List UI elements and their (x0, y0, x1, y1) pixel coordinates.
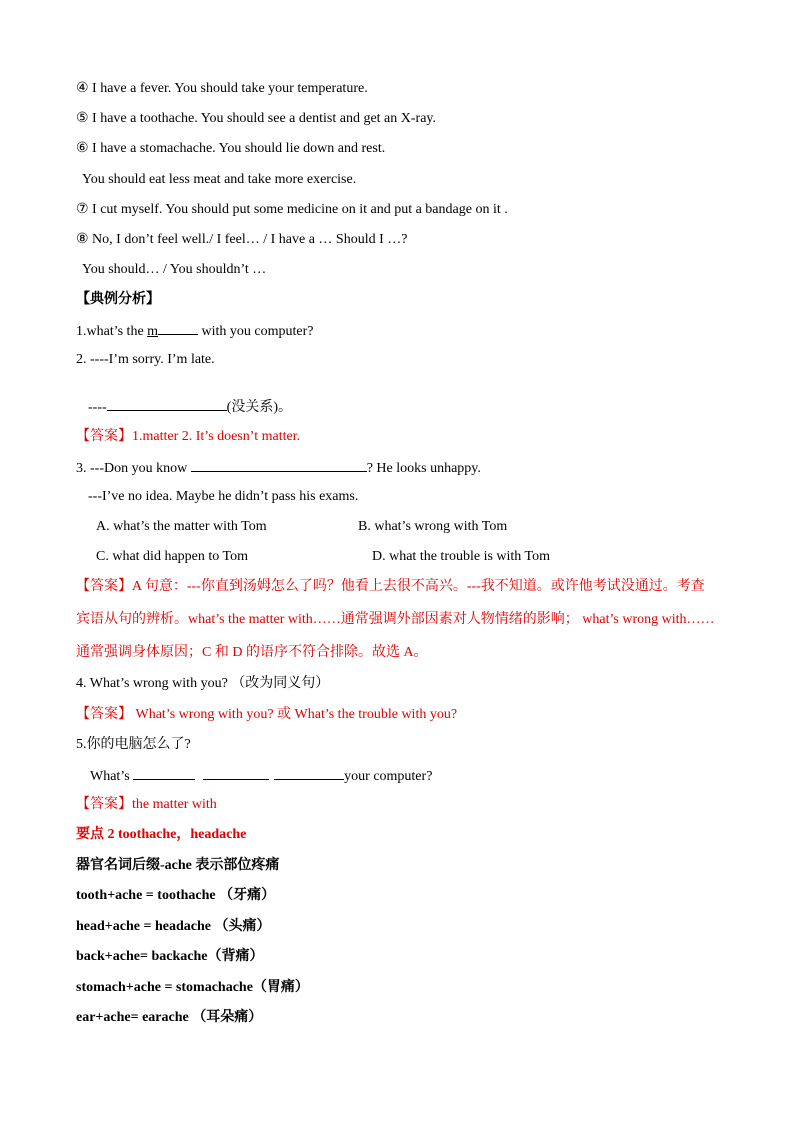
answer-5 (76, 796, 217, 814)
answer-1-text: 1.matter 2. It’s doesn’t matter. (132, 429, 301, 444)
answer-3-line-3: 通常强调身体原因；C 和 D 的语序不符合排除。故选 A。 (76, 645, 428, 660)
question-1-blank (158, 321, 198, 335)
section-title: 【典例分析】 (76, 292, 160, 307)
sentence-eat-less: You should eat less meat and take more exercise. (82, 172, 357, 187)
question-5-blank-3 (274, 766, 344, 780)
option-b: B. what’s wrong with Tom (358, 519, 508, 534)
question-5-blank-2 (203, 766, 269, 780)
question-2b-post: (没关系)。 (226, 400, 292, 415)
question-3 (76, 458, 481, 478)
question-1-post: with you computer? (198, 324, 314, 339)
question-5-blank-1 (133, 766, 195, 780)
answer-4 (76, 706, 457, 724)
answer-label: 【答案】 (76, 707, 132, 722)
question-5b-pre: What’s (90, 769, 134, 784)
answer-label: 【答案】 (76, 429, 132, 444)
question-5b-post: your computer? (344, 769, 433, 784)
answer-3-line-2: 宾语从句的辨析。what’s the matter with……通常强调外部因素对人物情绪的影响； what’s wrong with…… (76, 612, 715, 627)
question-3-post: ? He looks unhappy. (366, 461, 481, 476)
vocab-headache: head+ache = headache （头痛） (76, 919, 271, 934)
sentence-stomachache: ⑥ I have a stomachache. You should lie down and rest. (76, 141, 386, 156)
question-1-letter: m (147, 324, 159, 339)
answer-label: 【答案】 (76, 797, 132, 812)
question-4: 4. What’s wrong with you? （改为同义句） (76, 676, 330, 691)
question-2b-pre: ---- (88, 400, 107, 415)
vocab-earache: ear+ache= earache （耳朵痛） (76, 1010, 263, 1025)
suffix-rule: 器官名词后缀-ache 表示部位疼痛 (76, 858, 280, 873)
point-2-heading: 要点 2 toothache，headache (76, 827, 247, 842)
question-3-blank (191, 458, 367, 472)
sentence-fever: ④ I have a fever. You should take your temperature. (76, 81, 368, 96)
sentence-you-should: You should… / You shouldn’t … (82, 262, 267, 277)
option-d: D. what the trouble is with Tom (372, 549, 551, 564)
sentence-cut-myself: ⑦ I cut myself. You should put some medicine on it and put a bandage on it . (76, 202, 508, 217)
question-1 (76, 321, 314, 341)
question-3-reply: ---I’ve no idea. Maybe he didn’t pass his exams. (88, 489, 359, 504)
vocab-stomachache: stomach+ache = stomachache（胃痛） (76, 980, 309, 995)
answer-4-text: What’s wrong with you? 或 What’s the trouble with you? (132, 707, 458, 722)
sentence-toothache: ⑤ I have a toothache. You should see a dentist and get an X-ray. (76, 111, 436, 126)
question-2a: 2. ----I’m sorry. I’m late. (76, 352, 215, 367)
question-5b (90, 766, 432, 786)
question-5a: 5.你的电脑怎么了? (76, 737, 191, 752)
answer-label: 【答案】 (76, 579, 132, 594)
sentence-feel-well: ⑧ No, I don’t feel well./ I feel… / I have a … Should I …? (76, 232, 408, 247)
answer-3-text-1: A 句意：---你直到汤姆怎么了吗？他看上去很不高兴。---我不知道。或许他考试没通过。考查 (132, 579, 705, 594)
question-3-pre: 3. ---Don you know (76, 461, 191, 476)
answer-5-text: the matter with (132, 797, 217, 812)
vocab-toothache: tooth+ache = toothache （牙痛） (76, 888, 276, 903)
vocab-backache: back+ache= backache（背痛） (76, 949, 264, 964)
question-2b (88, 397, 292, 417)
option-c: C. what did happen to Tom (96, 549, 248, 564)
option-a: A. what’s the matter with Tom (96, 519, 267, 534)
answer-1 (76, 428, 300, 446)
answer-3-line-1 (76, 578, 705, 596)
question-2-blank (107, 397, 227, 411)
question-1-pre: 1.what’s the (76, 324, 148, 339)
